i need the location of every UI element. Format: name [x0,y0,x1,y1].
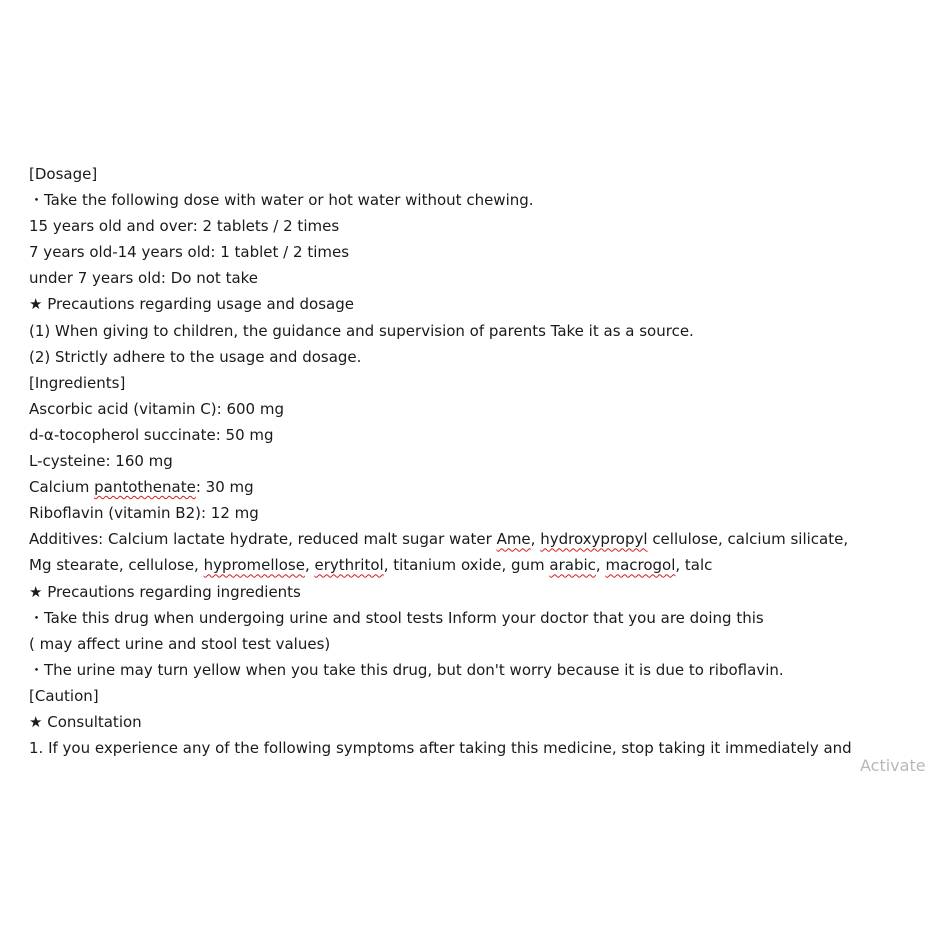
ingredient-riboflavin: Riboflavin (vitamin B2): 12 mg [29,504,259,523]
spellcheck-flagged-word[interactable]: hydroxypropyl [540,530,648,549]
spellcheck-flagged-word[interactable]: macrogol [605,556,676,575]
heading-ingredient-precautions: ★ Precautions regarding ingredients [29,582,301,601]
text-segment: , titanium oxide, gum [383,556,550,575]
spellcheck-flagged-word[interactable]: pantothenate [94,478,196,497]
spellcheck-flagged-word[interactable]: erythritol [314,556,384,575]
section-heading-ingredients: [Ingredients] [29,373,126,392]
ingredient-tocopherol: d-α-tocopherol succinate: 50 mg [29,425,274,444]
additives-line-2 [29,552,919,578]
heading-consultation: ★ Consultation [29,712,142,731]
text-segment: : 30 mg [195,478,254,497]
ingredient-ascorbic-acid: Ascorbic acid (vitamin C): 600 mg [29,399,284,418]
spellcheck-flagged-word[interactable]: Ame [496,530,531,549]
text-segment: , talc [675,556,713,575]
text-segment: Calcium [29,478,95,497]
additives-line-1 [29,526,919,552]
ingredient-precaution-tests-note: ( may affect urine and stool test values) [29,634,331,653]
ingredient-precaution-tests: ・Take this drug when undergoing urine and stool tests Inform your doctor that you are doing this [29,608,764,627]
activate-watermark: Activate [860,756,926,775]
text-segment: Mg stearate, cellulose, [29,556,204,575]
spellcheck-flagged-word[interactable]: hypromellose [203,556,305,575]
section-heading-dosage: [Dosage] [29,165,98,183]
dosage-adult: 15 years old and over: 2 tablets / 2 times [29,217,340,236]
dosage-child: 7 years old-14 years old: 1 tablet / 2 times [29,243,350,262]
document-body [29,161,919,761]
heading-usage-precautions: ★ Precautions regarding usage and dosage [29,295,354,314]
section-heading-caution: [Caution] [29,686,99,705]
text-segment: cellulose, calcium silicate, [647,530,849,549]
precaution-item-1: (1) When giving to children, the guidance and supervision of parents Take it as a source. [29,321,694,340]
spellcheck-flagged-word[interactable]: arabic [549,556,596,575]
precaution-item-2: (2) Strictly adhere to the usage and dosage. [29,347,362,366]
dosage-under-7: under 7 years old: Do not take [29,269,259,288]
text-segment: , [530,530,541,549]
text-segment: , [304,556,315,575]
text-segment: Additives: Calcium lactate hydrate, reduced malt sugar water [29,530,497,549]
ingredient-calcium [29,474,919,500]
ingredient-precaution-urine-color: ・The urine may turn yellow when you take this drug, but don't worry because it is due to riboflavin. [29,660,784,679]
text-segment: , [595,556,606,575]
consultation-item-1: 1. If you experience any of the following symptoms after taking this medicine, stop taking it immediately and [29,739,852,758]
ingredient-cysteine: L-cysteine: 160 mg [29,452,173,471]
dosage-instruction: ・Take the following dose with water or hot water without chewing. [29,191,534,210]
